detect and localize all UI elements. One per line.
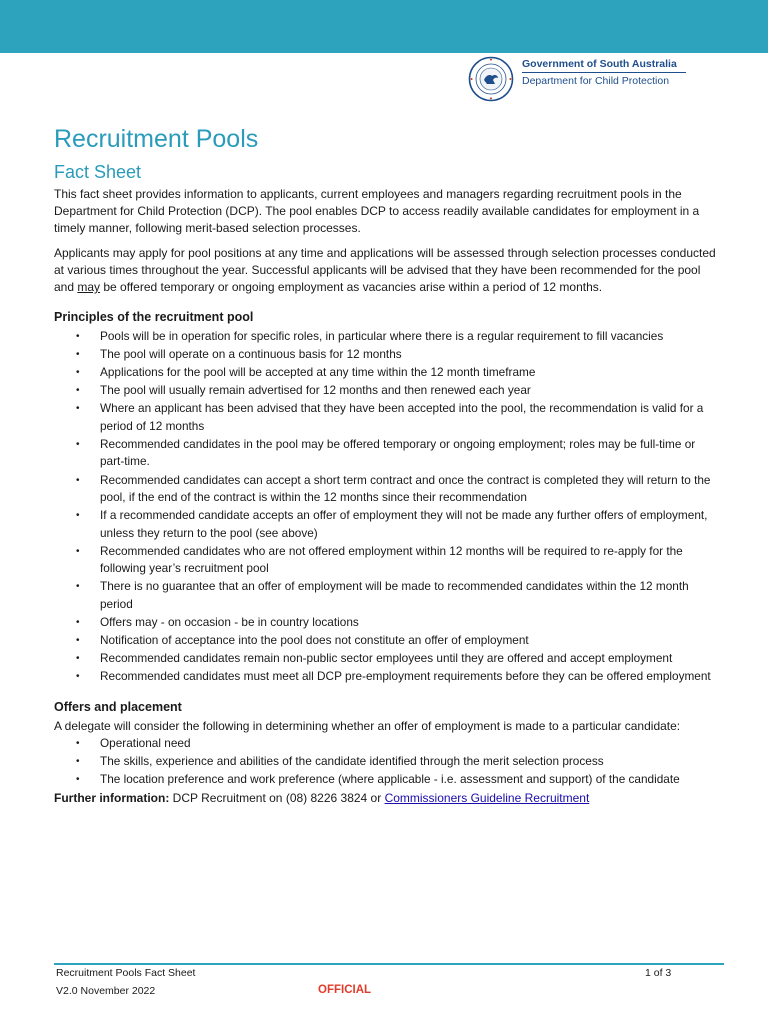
- department-name: Department for Child Protection: [522, 75, 670, 87]
- list-item: • Notification of acceptance into the pool does not constitute an offer of employment: [54, 632, 722, 650]
- list-item: • The pool will usually remain advertised for 12 months and then renewed each year: [54, 382, 722, 400]
- list-item: • Pools will be in operation for specific roles, in particular where there is a regular requirement to fill vacancies: [54, 328, 722, 346]
- security-classification: OFFICIAL: [318, 984, 372, 996]
- list-item: • There is no guarantee that an offer of employment will be made to recommended candidates within the 12 month period: [54, 578, 722, 613]
- offers-list: [54, 735, 722, 789]
- list-item: • Operational need: [54, 735, 722, 753]
- offers-intro: A delegate will consider the following in determining whether an offer of employment is made to a particular candidate:: [54, 718, 681, 733]
- state-seal-icon: [468, 56, 514, 102]
- list-item: • The skills, experience and abilities of the candidate identified through the merit selection process: [54, 753, 722, 771]
- may-emphasis: may: [77, 280, 101, 294]
- list-item: • Recommended candidates remain non-public sector employees until they are offered and accept employment: [54, 650, 722, 668]
- footer-divider: [54, 963, 724, 965]
- commissioners-guideline-link[interactable]: Commissioners Guideline Recruitment: [384, 790, 590, 805]
- principles-heading: Principles of the recruitment pool: [54, 310, 254, 324]
- page-number: 1 of 3: [645, 967, 672, 979]
- government-logo: [468, 56, 718, 102]
- offers-heading: Offers and placement: [54, 699, 182, 714]
- principles-list: [54, 328, 722, 686]
- document-body: [54, 123, 722, 807]
- intro-paragraph-1: This fact sheet provides information to applicants, current employees and managers regarding recruitment pools in the Department for Child Protection (DCP). The pool enables DCP to access readily available candidates for employment in a timely manner, following merit-based selection processes.: [54, 187, 700, 235]
- further-information: Further information: DCP Recruitment on (08) 8226 3824 or Commissioners Guideline Recruitment: [54, 790, 590, 805]
- list-item: • If a recommended candidate accepts an offer of employment they will not be made any further offers of employment, unless they return to the pool (see above): [54, 507, 722, 542]
- list-item: • Recommended candidates can accept a short term contract and once the contract is completed they will return to the pool, if the end of the contract is within the 12 months since their recommendation: [54, 472, 722, 507]
- document-subtitle: Fact Sheet: [54, 162, 142, 182]
- list-item: • Recommended candidates in the pool may be offered temporary or ongoing employment; roles may be full-time or part-time.: [54, 436, 722, 471]
- list-item: • The pool will operate on a continuous basis for 12 months: [54, 346, 722, 364]
- list-item: • Where an applicant has been advised that they have been accepted into the pool, the recommendation is valid for a period of 12 months: [54, 400, 722, 435]
- document-version: V2.0 November 2022: [56, 985, 156, 997]
- intro-paragraph-2: Applicants may apply for pool positions at any time and applications will be assessed through selection processes conducted at various times throughout the year. Successful applicants will be advised that they have been recommended for the pool and may be offered temporary or ongoing employment as vacancies arise within a period of 12 months.: [54, 246, 716, 294]
- list-item: • Offers may - on occasion - be in country locations: [54, 614, 722, 632]
- list-item: • Recommended candidates who are not offered employment within 12 months will be required to re-apply for the following year’s recruitment pool: [54, 543, 722, 578]
- footer-title: Recruitment Pools Fact Sheet: [56, 967, 196, 979]
- list-item: • The location preference and work preference (where applicable - i.e. assessment and support) of the candidate: [54, 771, 722, 789]
- government-name: Government of South Australia: [522, 58, 677, 70]
- logo-divider: [522, 72, 686, 73]
- list-item: • Applications for the pool will be accepted at any time within the 12 month timeframe: [54, 364, 722, 382]
- further-information-label: Further information:: [54, 790, 170, 805]
- document-title: Recruitment Pools: [54, 125, 259, 153]
- top-color-band: [0, 0, 768, 53]
- list-item: • Recommended candidates must meet all DCP pre-employment requirements before they can be offered employment: [54, 668, 722, 686]
